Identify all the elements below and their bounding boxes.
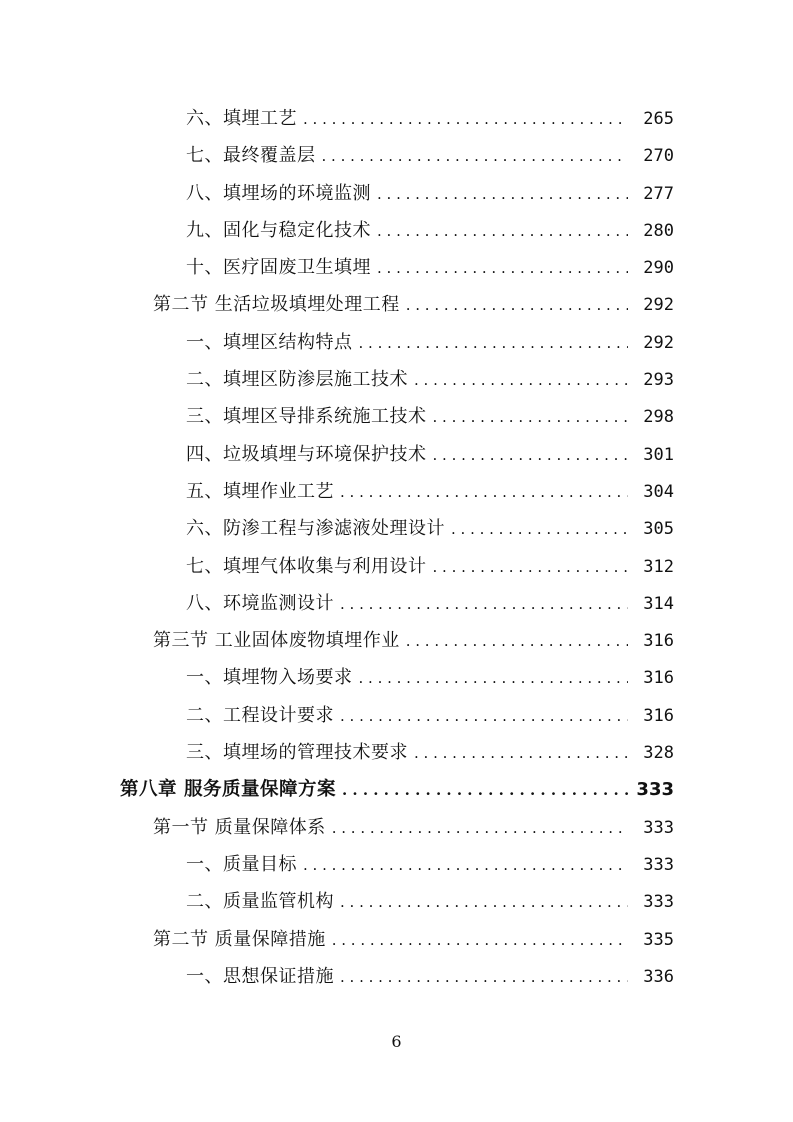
toc-entry-page: 336 (643, 966, 674, 987)
toc-entry-title: 九、固化与稳定化技术 (186, 219, 371, 241)
toc-dot-leader (342, 772, 628, 809)
toc-entry-page: 292 (643, 295, 674, 316)
toc-entry-title: 七、最终覆盖层 (186, 145, 316, 167)
toc-entry-page: 333 (643, 892, 674, 913)
toc-entry-page: 277 (643, 183, 674, 204)
toc-entry-title: 一、填埋区结构特点 (186, 331, 353, 353)
toc-entry[interactable] (0, 958, 793, 995)
toc-entry[interactable] (0, 175, 793, 212)
toc-entry[interactable] (0, 324, 793, 361)
toc-dot-leader (340, 884, 628, 921)
toc-dot-leader (359, 660, 629, 697)
toc-entry[interactable] (0, 473, 793, 510)
toc-entry-title: 第二节 质量保障措施 (153, 928, 326, 950)
toc-entry-title: 五、填埋作业工艺 (186, 480, 334, 502)
toc-entry[interactable] (0, 361, 793, 398)
toc-entry-page: 265 (643, 109, 674, 129)
toc-entry[interactable] (0, 548, 793, 585)
toc-entry-title: 六、填埋工艺 (186, 108, 297, 129)
toc-entry-page: 301 (643, 444, 674, 465)
toc-entry-page: 293 (643, 370, 674, 391)
toc-section-entry[interactable] (0, 921, 793, 958)
toc-entry[interactable] (0, 137, 793, 174)
toc-entry-title: 十、医疗固废卫生填埋 (186, 257, 371, 279)
toc-entry-title: 四、垃圾填埋与环境保护技术 (186, 443, 427, 465)
toc-entry-page: 270 (643, 146, 674, 167)
toc-entry-title: 三、填埋区导排系统施工技术 (186, 406, 427, 428)
toc-entry[interactable] (0, 212, 793, 249)
toc-entry-title: 三、填埋场的管理技术要求 (186, 742, 408, 764)
toc-dot-leader (303, 847, 628, 884)
toc-entry-page: 298 (643, 407, 674, 428)
toc-entry-title: 第一节 质量保障体系 (153, 816, 326, 838)
toc-dot-leader (340, 474, 628, 511)
toc-dot-leader (414, 735, 628, 772)
toc-entry[interactable] (0, 249, 793, 286)
toc-entry-title: 八、填埋场的环境监测 (186, 182, 371, 204)
toc-dot-leader (377, 250, 628, 287)
toc-entry-title: 一、质量目标 (186, 853, 297, 875)
toc-entry[interactable] (0, 436, 793, 473)
toc-entry-page: 312 (643, 556, 674, 577)
toc-dot-leader (414, 362, 628, 399)
toc-section-entry[interactable] (0, 809, 793, 846)
toc-entry-title: 七、填埋气体收集与利用设计 (186, 555, 427, 577)
toc-entry[interactable] (0, 398, 793, 435)
toc-entry-page: 316 (643, 631, 674, 652)
toc-dot-leader (451, 511, 628, 548)
toc-entry-title: 一、填埋物入场要求 (186, 667, 353, 689)
toc-entry[interactable] (0, 697, 793, 734)
toc-entry-page: 304 (643, 481, 674, 502)
table-of-contents (0, 100, 793, 995)
toc-entry-page: 335 (643, 929, 674, 950)
toc-entry-title: 第二节 生活垃圾填埋处理工程 (153, 294, 400, 316)
toc-dot-leader (332, 810, 628, 847)
toc-entry-page: 333 (643, 817, 674, 838)
toc-dot-leader (406, 287, 628, 324)
toc-entry[interactable] (0, 734, 793, 771)
toc-entry-page: 328 (643, 743, 674, 764)
toc-dot-leader (340, 586, 628, 623)
toc-entry[interactable] (0, 659, 793, 696)
toc-section-entry[interactable] (0, 286, 793, 323)
toc-entry-title: 二、工程设计要求 (186, 704, 334, 726)
toc-entry-title: 第八章 服务质量保障方案 (120, 779, 336, 801)
toc-entry-title: 第三节 工业固体废物填埋作业 (153, 630, 400, 652)
toc-dot-leader (332, 922, 628, 959)
toc-dot-leader (377, 213, 628, 250)
toc-entry[interactable] (0, 100, 793, 137)
toc-section-entry[interactable] (0, 622, 793, 659)
toc-entry-page: 316 (643, 668, 674, 689)
toc-dot-leader (406, 623, 628, 660)
toc-entry[interactable] (0, 585, 793, 622)
toc-entry-title: 二、填埋区防渗层施工技术 (186, 369, 408, 391)
toc-entry-page: 316 (643, 705, 674, 726)
toc-entry-title: 二、质量监管机构 (186, 891, 334, 913)
toc-entry-title: 八、环境监测设计 (186, 592, 334, 614)
toc-entry[interactable] (0, 510, 793, 547)
toc-dot-leader (340, 959, 628, 996)
toc-entry-page: 333 (643, 854, 674, 875)
toc-chapter-entry[interactable] (0, 771, 793, 808)
toc-entry-page: 333 (636, 779, 674, 801)
toc-entry-page: 290 (643, 258, 674, 279)
toc-entry-page: 305 (643, 519, 674, 540)
toc-dot-leader (340, 698, 628, 735)
toc-dot-leader (433, 399, 629, 436)
toc-entry-page: 280 (643, 220, 674, 241)
toc-entry[interactable] (0, 846, 793, 883)
toc-entry-page: 292 (643, 332, 674, 353)
toc-dot-leader (303, 101, 628, 138)
toc-entry-title: 六、防渗工程与渗滤液处理设计 (186, 518, 445, 540)
page-number: 6 (391, 1032, 402, 1051)
toc-dot-leader (433, 437, 629, 474)
toc-dot-leader (322, 138, 629, 175)
toc-dot-leader (377, 176, 628, 213)
toc-entry-page: 314 (643, 593, 674, 614)
toc-entry-title: 一、思想保证措施 (186, 965, 334, 987)
toc-dot-leader (433, 549, 629, 586)
toc-dot-leader (359, 325, 629, 362)
toc-entry[interactable] (0, 883, 793, 920)
